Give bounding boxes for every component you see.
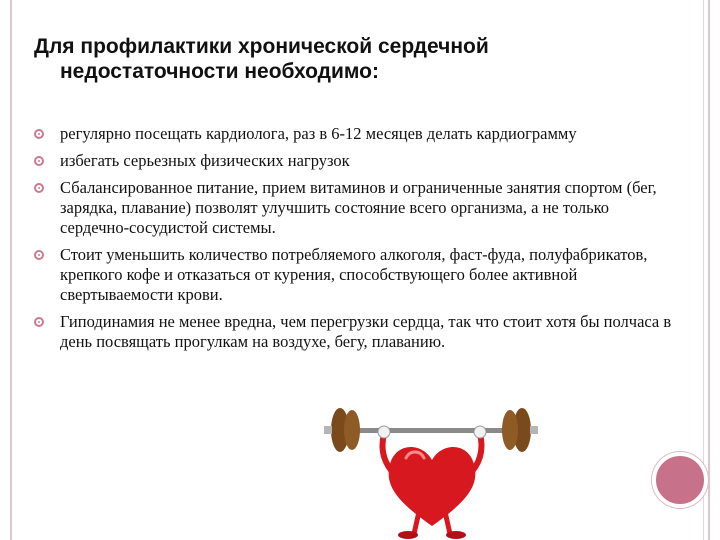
left-glove xyxy=(378,426,390,438)
left-bar-end xyxy=(324,426,332,434)
left-weight-inner xyxy=(344,410,360,450)
bullet-text: Сбалансированное питание, прием витаминов и ограниченные занятия спортом (бег, зарядка, плавание) позволят улучшить состояние всего организма, а не только сердечно-сосудистой системы. xyxy=(60,178,657,237)
bullet-item xyxy=(34,124,674,144)
bullet-circle-icon xyxy=(34,250,44,260)
bullet-text: Гиподинамия не менее вредна, чем перегрузки сердца, так что стоит хотя бы полчаса в день посвящать прогулкам на воздухе, бегу, плаванию. xyxy=(60,312,672,351)
bullet-item xyxy=(34,178,674,238)
slide-title-line1: Для профилактики хронической сердечной xyxy=(34,35,489,58)
left-shoe xyxy=(398,531,418,539)
decorative-circle xyxy=(652,452,708,508)
bullet-text: регулярно посещать кардиолога, раз в 6-12 месяцев делать кардиограмму xyxy=(60,124,577,143)
right-frame-line-inner xyxy=(703,0,704,540)
right-bar-end xyxy=(530,426,538,434)
bullet-circle-icon xyxy=(34,317,44,327)
left-frame-line xyxy=(10,0,12,540)
bullet-circle-icon xyxy=(34,183,44,193)
heart-barbell-illustration xyxy=(318,398,548,540)
right-frame-line xyxy=(708,0,710,540)
bullet-text: избегать серьезных физических нагрузок xyxy=(60,151,350,170)
bullet-item xyxy=(34,312,674,352)
bullet-item xyxy=(34,245,674,305)
right-glove xyxy=(474,426,486,438)
right-leg xyxy=(446,516,450,534)
bullet-text: Стоит уменьшить количество потребляемого алкоголя, фаст-фуда, полуфабрикатов, крепкого кофе и отказаться от курения, способствующего более активной свертываемости крови. xyxy=(60,245,648,304)
bullet-list xyxy=(34,124,674,359)
barbell-bar xyxy=(332,428,530,433)
left-leg xyxy=(414,516,418,534)
bullet-item xyxy=(34,151,674,171)
right-weight-inner xyxy=(502,410,518,450)
right-shoe xyxy=(446,531,466,539)
slide-title-line2: недостаточности необходимо: xyxy=(60,60,379,83)
bullet-circle-icon xyxy=(34,129,44,139)
slide-title xyxy=(34,34,594,84)
heart-shape xyxy=(389,447,476,526)
bullet-circle-icon xyxy=(34,156,44,166)
